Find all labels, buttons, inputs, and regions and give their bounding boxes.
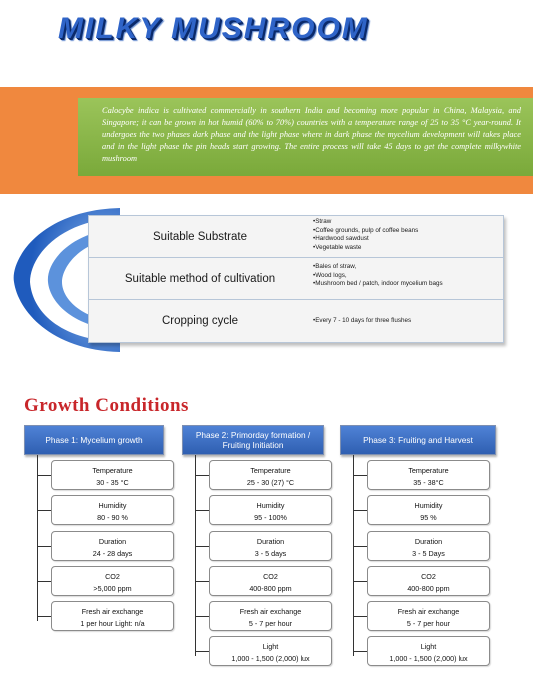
connector-line <box>353 616 367 617</box>
connector-line <box>195 546 209 547</box>
connector-line <box>37 546 51 547</box>
intro-text: Calocybe indica is cultivated commercially in southern India and becoming more popular in China, Malaysia, and Singapore; it can be grown in hot humid (60% to 70%) countries with a temperature range of 25 to 35 °C year-round. It undergoes the two phases dark phase and the light phase where in dark phase the mycelium development will takes place and in the light phase the pin heads start growing. The entire process will take 45 days to get the complete milkywhite mushroom <box>78 98 533 176</box>
connector-line <box>353 510 367 511</box>
phase-1-air-exchange-box <box>51 601 174 631</box>
param-value: 5 - 7 per hour <box>248 619 293 628</box>
param-value: 95 % <box>420 513 437 522</box>
list-item: • Straw <box>313 218 418 227</box>
connector-line <box>195 455 196 656</box>
list-item: • Wood logs, <box>313 272 443 281</box>
phase-2-air-exchange-box <box>209 601 332 631</box>
phase-3-light-box <box>367 636 490 666</box>
list-item: • Every 7 - 10 days for three flushes <box>313 317 411 326</box>
phase-3-temperature-box <box>367 460 490 490</box>
phase-2-header: Phase 2: Primorday formation / Fruiting Initiation <box>182 425 324 455</box>
phase-3-header: Phase 3: Fruiting and Harvest <box>340 425 496 455</box>
param-value: 400-800 ppm <box>407 584 450 593</box>
param-value: 3 - 5 Days <box>412 549 445 558</box>
connector-line <box>37 475 51 476</box>
param-value: 1,000 - 1,500 (2,000) lux <box>389 654 468 663</box>
phase-2-duration-box <box>209 531 332 561</box>
connector-line <box>195 581 209 582</box>
param-value: 5 - 7 per hour <box>406 619 451 628</box>
info-label: Cropping cycle <box>161 315 239 327</box>
connector-line <box>353 475 367 476</box>
param-label: Temperature <box>408 466 449 475</box>
param-label: Fresh air exchange <box>397 607 460 616</box>
phase-3-humidity-box <box>367 495 490 525</box>
info-list <box>313 218 418 252</box>
param-value: 1 per hour Light: n/a <box>80 619 145 628</box>
param-label: Duration <box>256 537 285 546</box>
info-row-substrate <box>89 216 503 258</box>
param-label: Temperature <box>250 466 291 475</box>
param-label: Humidity <box>98 501 127 510</box>
list-item: • Bales of straw, <box>313 263 443 272</box>
phase-1-co2-box <box>51 566 174 596</box>
phase-2-co2-box <box>209 566 332 596</box>
param-label: Humidity <box>414 501 443 510</box>
connector-line <box>353 651 367 652</box>
param-label: Humidity <box>256 501 285 510</box>
phase-2-humidity-box <box>209 495 332 525</box>
param-value: 1,000 - 1,500 (2,000) lux <box>231 654 310 663</box>
connector-line <box>37 581 51 582</box>
connector-line <box>353 455 354 656</box>
connector-line <box>37 616 51 617</box>
param-value: 30 - 35 °C <box>96 478 129 487</box>
param-value: 80 - 90 % <box>97 513 128 522</box>
param-label: CO2 <box>263 572 278 581</box>
phase-3-co2-box <box>367 566 490 596</box>
page-title: MILKY MUSHROOM <box>58 12 369 45</box>
connector-line <box>195 475 209 476</box>
phase-1-humidity-box <box>51 495 174 525</box>
phase-3-air-exchange-box <box>367 601 490 631</box>
cultivation-info-table <box>88 215 504 343</box>
growth-conditions-heading: Growth Conditions <box>24 395 189 416</box>
info-label: Suitable Substrate <box>153 230 247 243</box>
connector-line <box>195 510 209 511</box>
param-value: 3 - 5 days <box>254 549 287 558</box>
connector-line <box>353 581 367 582</box>
phase-2-light-box <box>209 636 332 666</box>
param-label: Light <box>420 642 437 651</box>
phase-1-header: Phase 1: Mycelium growth <box>24 425 164 455</box>
param-value: >5,000 ppm <box>93 584 132 593</box>
info-list <box>313 263 443 289</box>
param-value: 24 - 28 days <box>92 549 133 558</box>
info-list <box>313 317 411 326</box>
list-item: • Hardwood sawdust <box>313 235 418 244</box>
param-label: Fresh air exchange <box>81 607 144 616</box>
param-label: Fresh air exchange <box>239 607 302 616</box>
info-label: Suitable method of cultivation <box>124 272 276 285</box>
connector-line <box>353 546 367 547</box>
param-value: 25 - 30 (27) °C <box>246 478 295 487</box>
param-label: Duration <box>98 537 127 546</box>
info-row-cropping <box>89 300 503 342</box>
phase-3-duration-box <box>367 531 490 561</box>
list-item: • Mushroom bed / patch, indoor mycelium bags <box>313 280 443 289</box>
phase-2-temperature-box <box>209 460 332 490</box>
list-item: • Vegetable waste <box>313 244 418 253</box>
param-label: Temperature <box>92 466 133 475</box>
param-value: 95 - 100% <box>254 513 287 522</box>
connector-line <box>37 510 51 511</box>
param-label: CO2 <box>105 572 120 581</box>
connector-line <box>195 616 209 617</box>
param-value: 35 - 38°C <box>413 478 444 487</box>
connector-line <box>37 455 38 621</box>
phase-1-temperature-box <box>51 460 174 490</box>
param-label: Duration <box>414 537 443 546</box>
info-row-method <box>89 258 503 300</box>
phase-1-duration-box <box>51 531 174 561</box>
param-label: Light <box>262 642 279 651</box>
list-item: • Coffee grounds, pulp of coffee beans <box>313 227 418 236</box>
param-label: CO2 <box>421 572 436 581</box>
param-value: 400-800 ppm <box>249 584 292 593</box>
connector-line <box>195 651 209 652</box>
